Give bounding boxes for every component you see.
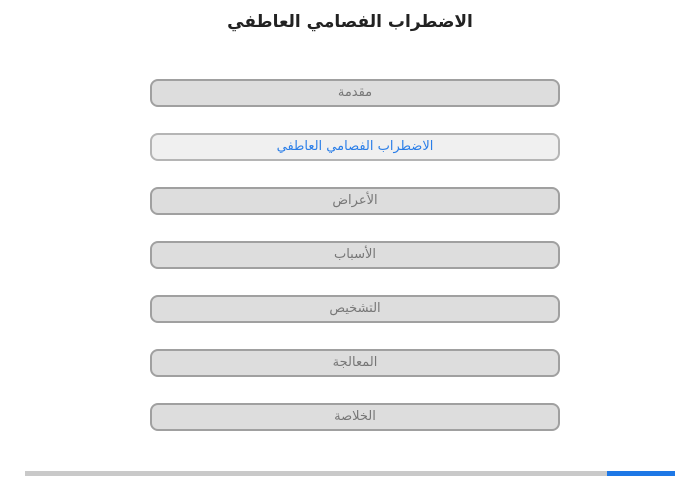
- page-title: الاضطراب الفصامي العاطفي: [227, 12, 473, 32]
- menu-item-conclusion[interactable]: الخلاصة: [150, 403, 560, 431]
- progress-bar: [25, 471, 675, 476]
- menu-item-schizoaffective-disorder[interactable]: الاضطراب الفصامي العاطفي: [150, 133, 560, 161]
- menu-item-introduction[interactable]: مقدمة: [150, 79, 560, 107]
- menu-item-diagnosis[interactable]: التشخيص: [150, 295, 560, 323]
- menu-item-causes[interactable]: الأسباب: [150, 241, 560, 269]
- menu-item-symptoms[interactable]: الأعراض: [150, 187, 560, 215]
- chapter-menu: [150, 79, 560, 457]
- progress-bar-fill: [607, 471, 675, 476]
- menu-item-treatment[interactable]: المعالجة: [150, 349, 560, 377]
